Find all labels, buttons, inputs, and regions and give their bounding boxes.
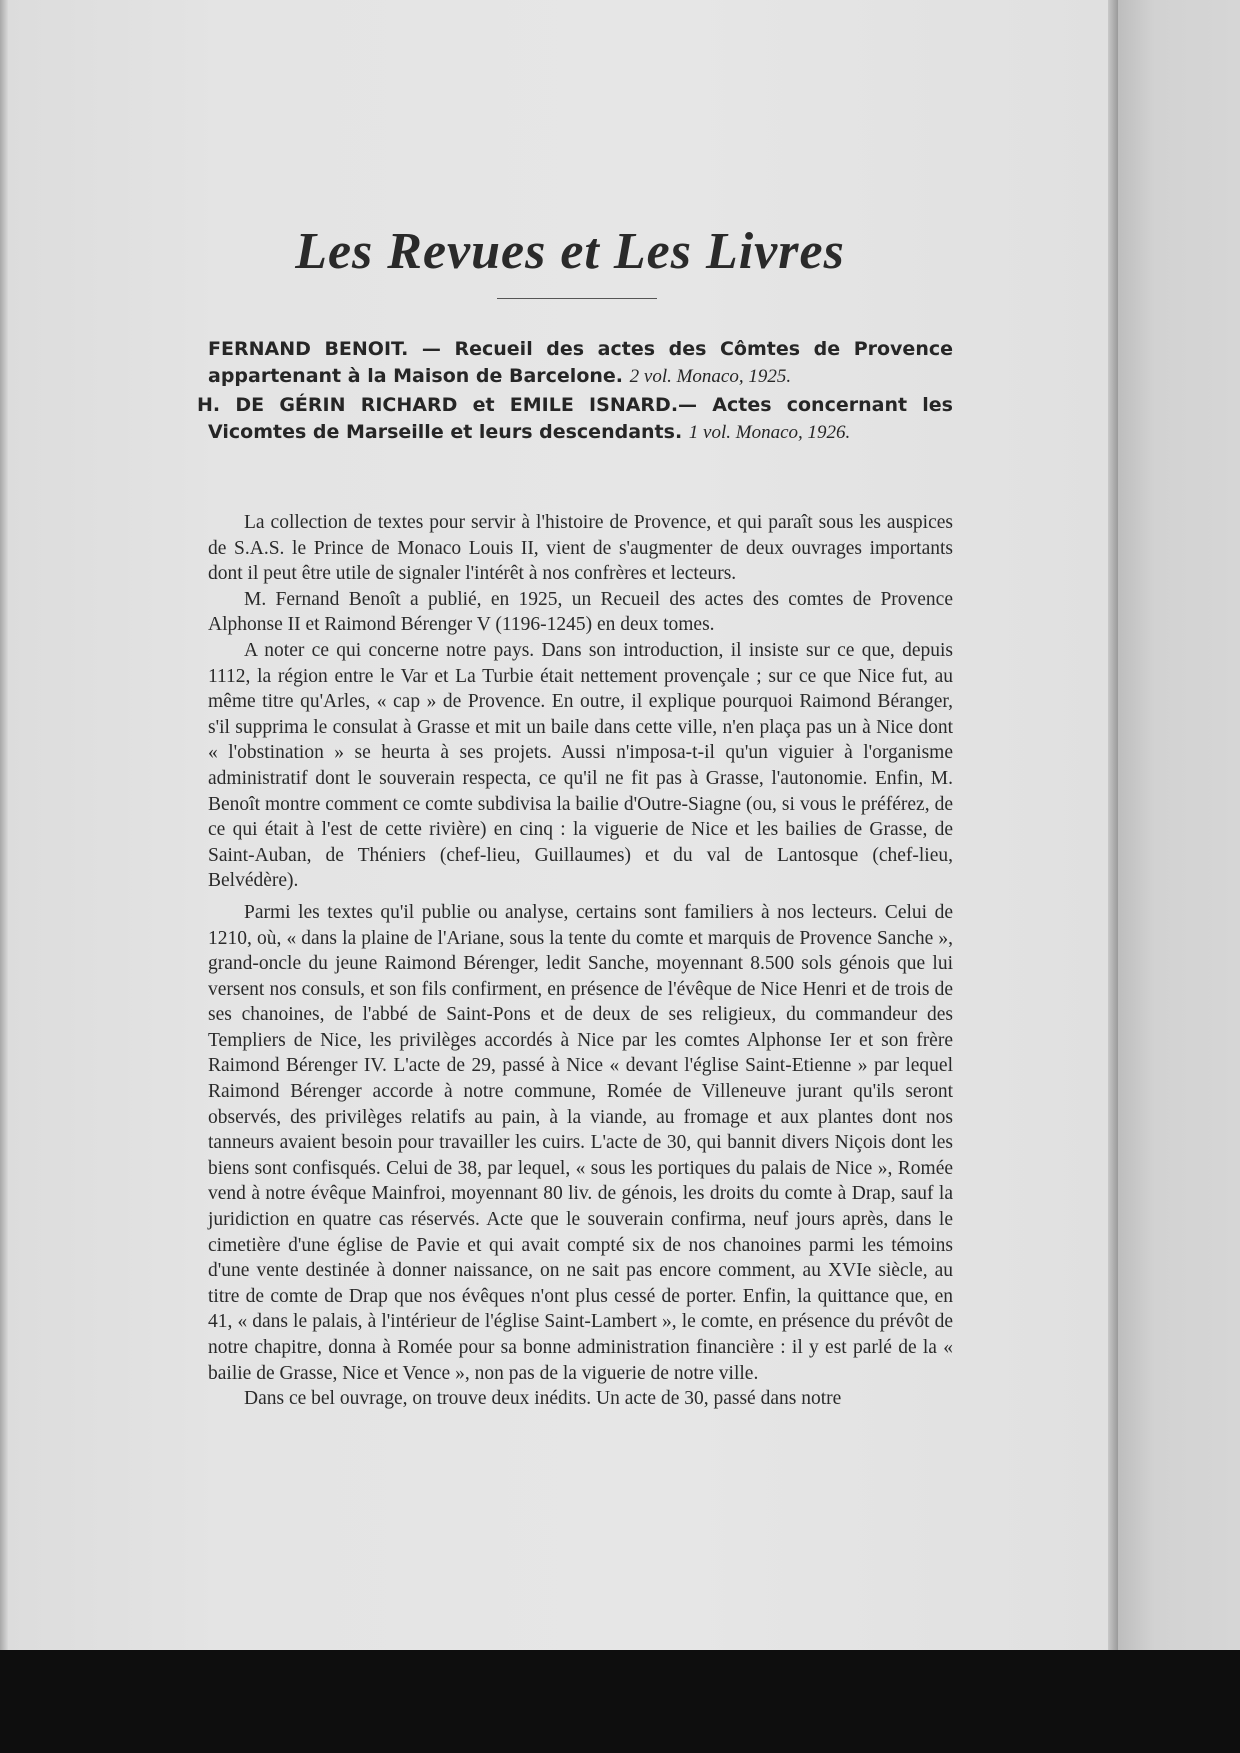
bibliography-entry-2 — [197, 392, 953, 446]
entry-1-details: 2 vol. Monaco, 1925. — [629, 366, 792, 387]
page-title: Les Revues et Les Livres — [295, 223, 845, 280]
page-left-edge — [0, 0, 8, 1650]
book-spine-shadow — [1108, 0, 1118, 1650]
title-divider — [497, 298, 657, 299]
paragraph-2: M. Fernand Benoît a publié, en 1925, un Recueil des actes des comtes de Provence Alphonse II et Raimond Bérenger V (1196-1245) en deux tomes. — [208, 588, 953, 636]
entry-2-details: 1 vol. Monaco, 1926. — [688, 422, 851, 443]
paragraph-3: A noter ce qui concerne notre pays. Dans son introduction, il insiste sur ce que, depuis 1112, la région entre le Var et La Turbie était nettement provençale ; sur ce que Nice fut, au même titre qu'Arles, « cap » de Provence. En outre, il explique pourquoi Raimond Béranger, s'il supprima le consulat à Grasse et mit un baile dans cette ville, n'en plaça pas un à Nice dont « l'obstination » se heurta à ses projets. Aussi n'imposa-t-il qu'un viguier à l'organisme administratif dont le souverain respecta, ce qu'il ne fit pas à Grasse, l'autonomie. Enfin, M. Benoît montre comment ce comte subdivisa la bailie d'Outre-Siagne (ou, si vous le préférez, de ce qui était à l'est de cette rivière) en cinq : la viguerie de Nice et les bailies de Grasse, de Saint-Auban, de Théniers (chef-lieu, Guillaumes) et du val de Lantosque (chef-lieu, Belvédère). — [208, 639, 953, 892]
bibliography-entry-1 — [208, 336, 953, 390]
paragraph-5: Dans ce bel ouvrage, on trouve deux inédits. Un acte de 30, passé dans notre — [244, 1388, 842, 1410]
paragraph-4: Parmi les textes qu'il publie ou analyse, certains sont familiers à nos lecteurs. Celui de 1210, où, « dans la plaine de l'Ariane, sous la tente du comte et marquis de Provence Sanche », grand-oncle du jeune Raimond Bérenger, ledit Sanche, moyennant 8.500 sols génois que lui versent nos consuls, et son fils confirment, en présence de l'évêque de Nice Henri et de trois de ses chanoines, de l'abbé de Saint-Pons et de deux de ses religieux, du commandeur des Templiers de Nice, les privilèges accordés à Nice par les comtes Alphonse Ier et son frère Raimond Bérenger IV. L'acte de 29, passé à Nice « devant l'église Saint-Etienne » par lequel Raimond Bérenger accorde à notre commune, Romée de Villeneuve jurant qu'ils seront observés, des privilèges relatifs au pain, à la viande, au fromage et aux plantes dont nos tanneurs avaient besoin pour travailler les cuirs. L'acte de 30, qui bannit divers Niçois dont les biens sont confisqués. Celui de 38, par lequel, « sous les portiques du palais de Nice », Romée vend à notre évêque Mainfroi, moyennant 80 liv. de génois, les droits du comte à Drap, sauf la juridiction en quatre cas réservés. Acte que le souverain confirma, neuf jours après, dans le cimetière d'une église de Pavie et qui avait compté six de nos chanoines parmi les témoins d'une vente destinée à donner naissance, on ne sait pas encore comment, au XVIe siècle, au titre de comte de Drap que nos évêques n'ont plus cessé de porter. Enfin, la quittance que, en 41, « dans le palais, à l'intérieur de l'église Saint-Lambert », le comte, en présence du prévôt de notre chapitre, donna à Romée pour sa bonne administration financière : il y est parlé de la « bailie de Grasse, Nice et Vence », non pas de la viguerie de notre ville. — [208, 901, 953, 1384]
scan-background — [0, 1650, 1240, 1753]
paragraph-1: La collection de textes pour servir à l'histoire de Provence, et qui paraît sous les auspices de S.A.S. le Prince de Monaco Louis II, vient de s'augmenter de deux ouvrages importants dont il peut être utile de signaler l'intérêt à nos confrères et lecteurs. — [208, 512, 953, 585]
entry-1-heading: FERNAND BENOIT. — Recueil des actes des Cômtes de Provence appartenant à la Maison de Barcelone. — [208, 338, 953, 387]
entry-2-heading: H. DE GÉRIN RICHARD et EMILE ISNARD.— Actes concernant les Vicomtes de Marseille et leurs descendants. — [197, 394, 953, 443]
article-body — [208, 510, 953, 1412]
adjacent-page-edge — [1118, 0, 1240, 1650]
